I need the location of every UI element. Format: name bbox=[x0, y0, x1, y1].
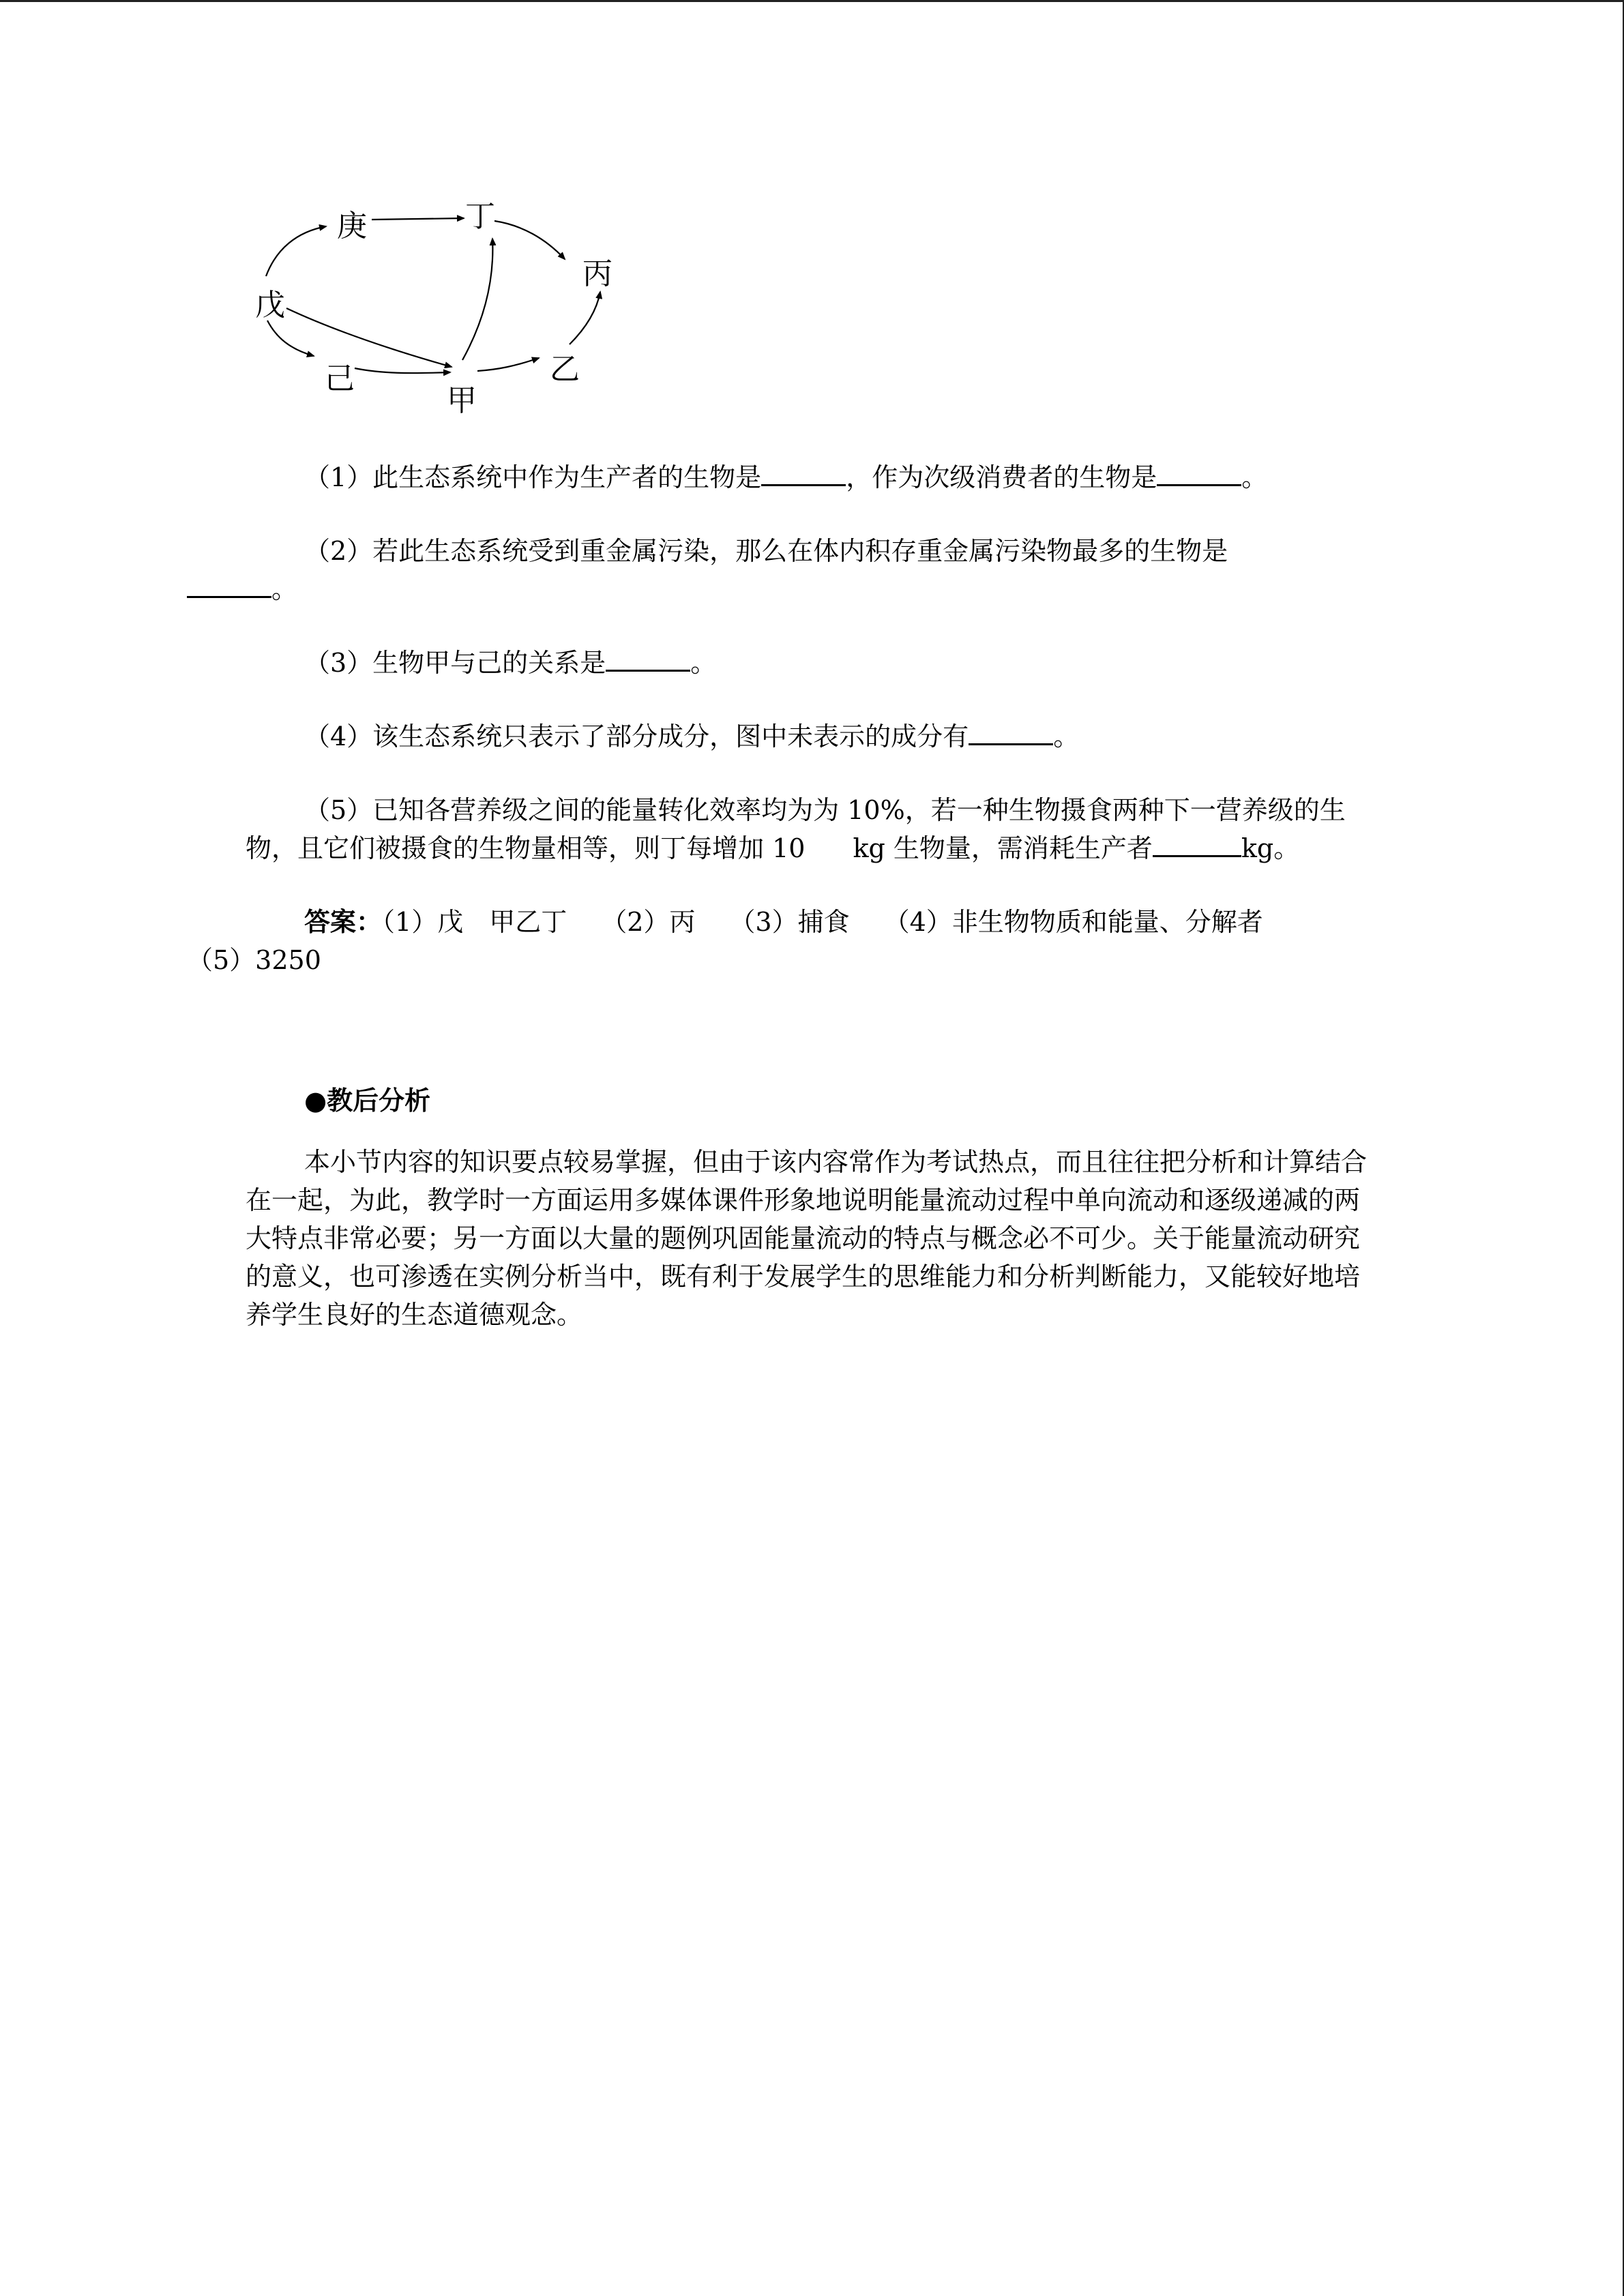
q1-blank-2 bbox=[1157, 462, 1241, 486]
edge-wu-ji bbox=[267, 320, 314, 356]
q2-text: （2）若此生态系统受到重金属污染，那么在体内积存重金属污染物最多的生物是 bbox=[304, 536, 1228, 566]
analysis-body: 本小节内容的知识要点较易掌握，但由于该内容常作为考试热点，而且往往把分析和计算结合在一起，为此，教学时一方面运用多媒体课件形象地说明能量流动过程中单向流动和逐级递减的两大特点非常必要；另一方面以大量的题例巩固能量流动的特点与概念必不可少。关于能量流动研究的意义，也可渗透在实例分析当中，既有利于发展学生的思维能力和分析判断能力，又能较好地培养学生良好的生态道德观念。 bbox=[246, 1147, 1368, 1330]
page-top-border bbox=[0, 0, 1624, 2]
q5-blank bbox=[1153, 833, 1241, 857]
q4-blank bbox=[969, 721, 1053, 745]
food-web-diagram bbox=[246, 191, 628, 430]
q5-text-b: kg 生物量，需消耗生产者 bbox=[853, 833, 1153, 863]
node-wu: 戊 bbox=[255, 288, 285, 323]
answer-part-5: （5）3250 bbox=[187, 945, 321, 975]
q2-end: 。 bbox=[271, 574, 298, 604]
answer-part-2: （2）丙 bbox=[601, 907, 696, 937]
q3-text: （3）生物甲与己的关系是 bbox=[304, 648, 606, 678]
edge-ding-bing bbox=[494, 221, 565, 259]
question-4 bbox=[246, 717, 1382, 756]
question-5 bbox=[246, 791, 1382, 867]
q5-text-a: （5）已知各营养级之间的能量转化效率均为为 10%，若一种生物摄食两种下一营养级的生物，且它们被摄食的生物量相等，则丁每增加 10 bbox=[246, 795, 1346, 863]
section-title-analysis: ●教后分析 bbox=[304, 1086, 431, 1116]
question-1 bbox=[246, 458, 1382, 496]
answer-label: 答案： bbox=[304, 907, 383, 937]
answer-part-1: （1）戊 甲乙丁 bbox=[382, 907, 567, 937]
q3-blank bbox=[606, 648, 690, 672]
q1-text-b: ，作为次级消费者的生物是 bbox=[846, 462, 1157, 492]
edge-jia-yi bbox=[477, 358, 539, 371]
edge-ji-jia bbox=[355, 368, 450, 373]
node-ji: 己 bbox=[325, 361, 355, 396]
node-geng: 庚 bbox=[337, 209, 367, 243]
q5-end: kg。 bbox=[1241, 833, 1300, 863]
document-content bbox=[187, 458, 1382, 1334]
q1-end: 。 bbox=[1241, 462, 1268, 492]
edge-wu-jia bbox=[286, 308, 452, 367]
answer-part-3: （3）捕食 bbox=[729, 907, 850, 937]
answer bbox=[187, 903, 1382, 979]
q4-end: 。 bbox=[1053, 721, 1080, 751]
q1-text-a: （1）此生态系统中作为生产者的生物是 bbox=[304, 462, 762, 492]
answer-part-4: （4）非生物物质和能量、分解者 bbox=[883, 907, 1263, 937]
node-bing: 丙 bbox=[582, 256, 612, 291]
edge-yi-bing bbox=[570, 292, 600, 344]
edge-wu-geng bbox=[266, 226, 326, 276]
edge-geng-ding bbox=[372, 218, 464, 220]
node-yi: 乙 bbox=[550, 352, 580, 387]
question-3 bbox=[246, 644, 1382, 682]
q2-blank bbox=[187, 574, 271, 598]
q1-blank-1 bbox=[761, 462, 846, 486]
question-2 bbox=[246, 532, 1382, 608]
edge-jia-ding bbox=[462, 239, 492, 360]
node-ding: 丁 bbox=[465, 199, 495, 234]
node-jia: 甲 bbox=[447, 383, 477, 418]
q3-end: 。 bbox=[690, 648, 717, 678]
q4-text: （4）该生态系统只表示了部分成分，图中未表示的成分有 bbox=[304, 721, 969, 751]
